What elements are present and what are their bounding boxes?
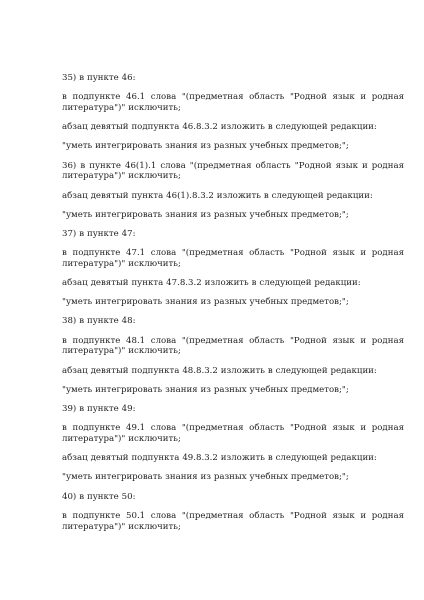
paragraph-item-37: 37) в пункте 47:	[62, 228, 136, 239]
paragraph-item-38: 38) в пункте 48:	[62, 316, 136, 327]
paragraph-abzac-49-8-3-2: абзац девятый подпункта 49.8.3.2 изложить в следующей редакции:	[62, 453, 377, 464]
paragraph-quote: "уметь интегрировать знания из разных учебных предметов;";	[62, 472, 349, 483]
paragraph-subitem-48-1: в подпункте 48.1 слова "(предметная область "Родной язык и родная литература")" исключить;	[62, 335, 404, 357]
paragraph-item-40: 40) в пункте 50:	[62, 491, 136, 502]
paragraph-abzac-48-8-3-2: абзац девятый подпункта 48.8.3.2 изложить в следующей редакции:	[62, 365, 377, 376]
paragraph-abzac-46-1-8-3-2: абзац девятый пункта 46(1).8.3.2 изложить в следующей редакции:	[62, 190, 373, 201]
paragraph-quote: "уметь интегрировать знания из разных учебных предметов;";	[62, 384, 349, 395]
document-body	[62, 73, 404, 541]
paragraph-item-39: 39) в пункте 49:	[62, 404, 136, 414]
paragraph-abzac-47-8-3-2: абзац девятый пункта 47.8.3.2 изложить в следующей редакции:	[62, 278, 361, 289]
paragraph-subitem-47-1: в подпункте 47.1 слова "(предметная область "Родной язык и родная литература")" исключить;	[62, 248, 404, 269]
paragraph-quote: "уметь интегрировать знания из разных учебных предметов;";	[62, 297, 349, 308]
paragraph-subitem-50-1: в подпункте 50.1 слова "(предметная область "Родной язык и родная литература")" исключить;	[62, 510, 404, 532]
paragraph-item-36: 36) в пункте 46(1).1 слова "(предметная область "Родной язык и родная литература")" исключить;	[62, 160, 404, 182]
paragraph-quote: "уметь интегрировать знания из разных учебных предметов;";	[62, 141, 349, 152]
paragraph-subitem-49-1: в подпункте 49.1 слова "(предметная область "Родной язык и родная литература")" исключить;	[62, 423, 404, 444]
paragraph-subitem-46-1: в подпункте 46.1 слова "(предметная область "Родной язык и родная литература")" исключить;	[62, 92, 404, 113]
paragraph-item-35: 35) в пункте 46:	[62, 73, 136, 83]
paragraph-quote: "уметь интегрировать знания из разных учебных предметов;";	[62, 209, 349, 220]
paragraph-abzac-46-8-3-2: абзац девятый подпункта 46.8.3.2 изложить в следующей редакции:	[62, 122, 377, 133]
